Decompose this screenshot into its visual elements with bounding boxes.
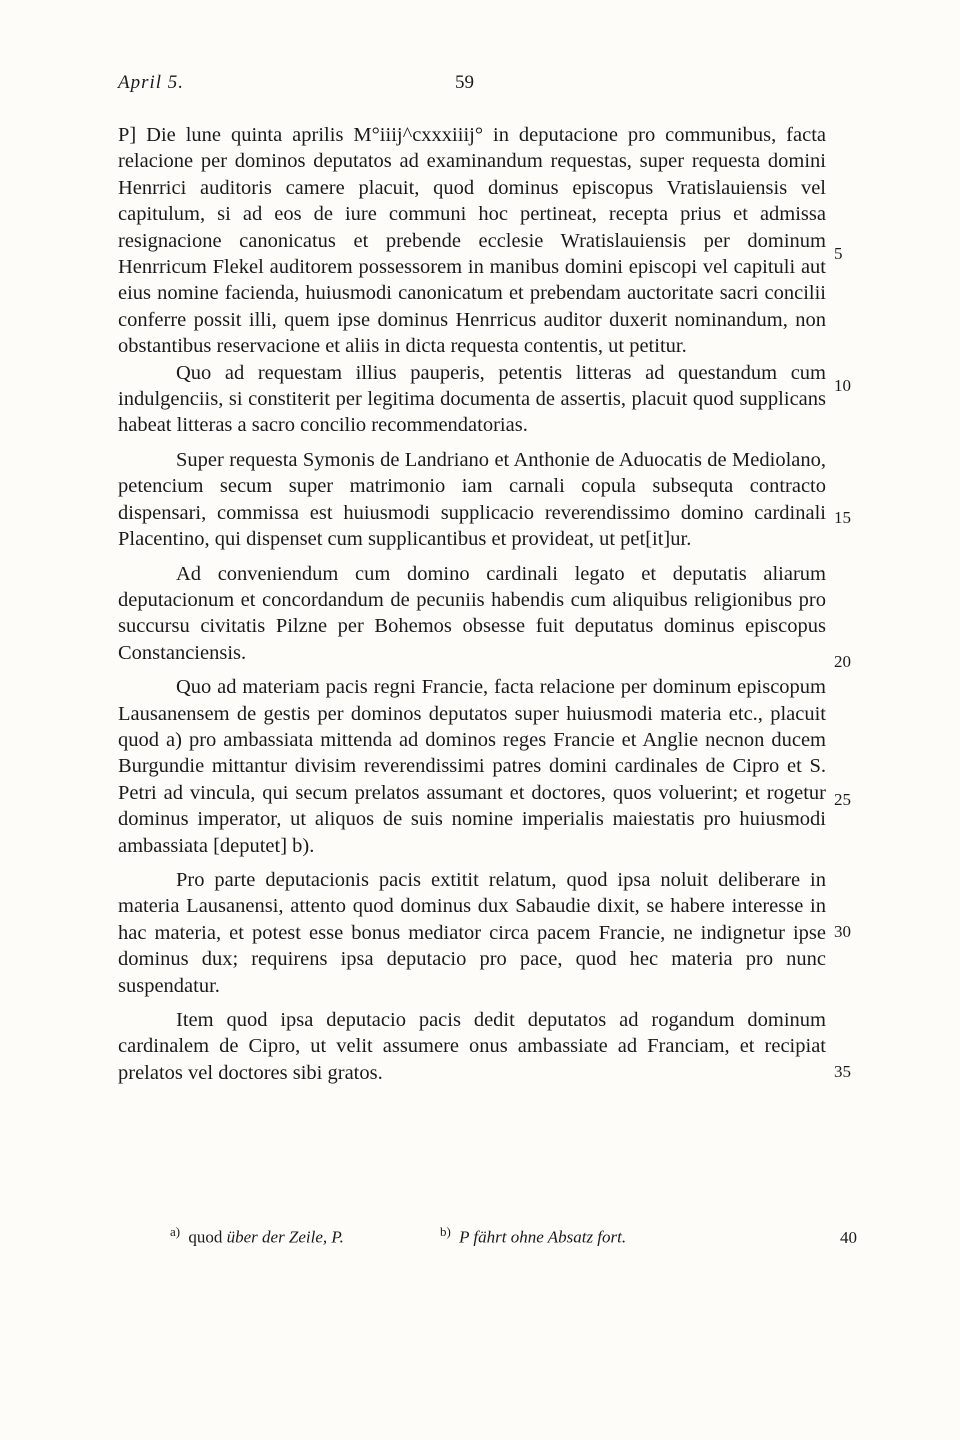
running-head-date: April 5.	[118, 72, 185, 93]
body-text	[118, 122, 826, 1086]
paragraph-1: P] Die lune quinta aprilis M°iiij^cxxxiiij° in deputacione pro communibus, facta relacione per dominos deputatos ad examinandum requestas, super requesta domini Henrrici auditoris camere placuit, quod dominus episcopus Vratislauiensis vel capitulum, si ad eos de iure communi hoc pertineat, recepta prius et admissa resignacione canonicatus et prebende ecclesie Wratislauiensis per dominum Henrricum Flekel auditorem possessorem in manibus domini episcopi vel capituli aut eius nomine facienda, huiusmodi canonicatum et prebendam auctoritate sacri concilii conferre possit illi, quem ipse dominus Henrricus auditor duxerit nominandum, non obstantibus reservacione et aliis in dicta requesta contentis, ut petitur.	[118, 124, 826, 358]
paragraph-6: Pro parte deputacionis pacis extitit relatum, quod ipsa noluit deliberare in materia Lausanensi, attento quod dominus dux Sabaudie dixit, se habere interesse in hac materia, et potest esse bonus mediator circa pacem Francie, ne indignetur ipse dominus dux; requirens ipsa deputacio pro pace, quod hec materia pro nunc suspendatur.	[118, 868, 826, 997]
running-head	[118, 72, 826, 106]
line-number-5: 5	[834, 244, 843, 263]
line-number-20: 20	[834, 652, 851, 671]
footnote-a-mark: a)	[170, 1224, 181, 1239]
footnote-a-word: quod	[188, 1227, 223, 1247]
line-number-30: 30	[834, 922, 851, 941]
footnote-a	[170, 1224, 344, 1248]
line-number-15: 15	[834, 508, 851, 527]
line-number-10: 10	[834, 376, 851, 395]
paragraph-7: Item quod ipsa deputacio pacis dedit deputatos ad rogandum dominum cardinalem de Cipro, ut velit assumere onus ambassiate ad Franciam, et recipiat prelatos vel doctores sibi gratos.	[118, 1009, 826, 1084]
paragraph-4: Ad conveniendum cum domino cardinali legato et deputatis aliarum deputacionum et concordandum de pecuniis habendis cum aliquibus religionibus pro succursu civitatis Pilzne per Bohemos obsesse fuit deputatus dominus episcopus Constanciensis.	[118, 562, 826, 664]
line-number-25: 25	[834, 790, 851, 809]
footnote-b	[440, 1224, 626, 1248]
line-number-35: 35	[834, 1062, 851, 1081]
paragraph-3: Super requesta Symonis de Landriano et Anthonie de Aduocatis de Mediolano, petencium secum super matrimonio iam carnali copula subsequta contracto dispensari, commissa est huiusmodi supplicacio reverendissimo domino cardinali Placentino, qui dispenset cum supplicantibus et provideat, ut pet[it]ur.	[118, 448, 826, 551]
footnote-b-text: P fährt ohne Absatz fort.	[459, 1227, 627, 1247]
line-number-40: 40	[840, 1228, 857, 1247]
footnote-a-text: über der Zeile, P.	[226, 1227, 344, 1247]
paragraph-5: Quo ad materiam pacis regni Francie, facta relacione per dominum episcopum Lausanensem de gestis per dominos deputatos super huiusmodi materia etc., placuit quod a) pro ambassiata mittenda ad dominos reges Francie et Anglie necnon ducem Burgundie mittantur divisim reverendissimi patres domini cardinales de Cipro et S. Petri ad vincula, qui secum prelatos assumant et doctores, quos voluerint; et rogetur dominus imperator, ut aliquos de suis nomine imperialis maiestatis pro huiusmodi ambassiata [deputet] b).	[118, 676, 826, 857]
paragraph-2: Quo ad requestam illius pauperis, petentis litteras ad questandum cum indulgenciis, si constiterit per legitima documenta de assertis, placuit quod supplicans habeat litteras a sacro concilio recommendatorias.	[118, 361, 826, 437]
page-number: 59	[455, 72, 474, 93]
footnote-b-mark: b)	[440, 1224, 451, 1239]
